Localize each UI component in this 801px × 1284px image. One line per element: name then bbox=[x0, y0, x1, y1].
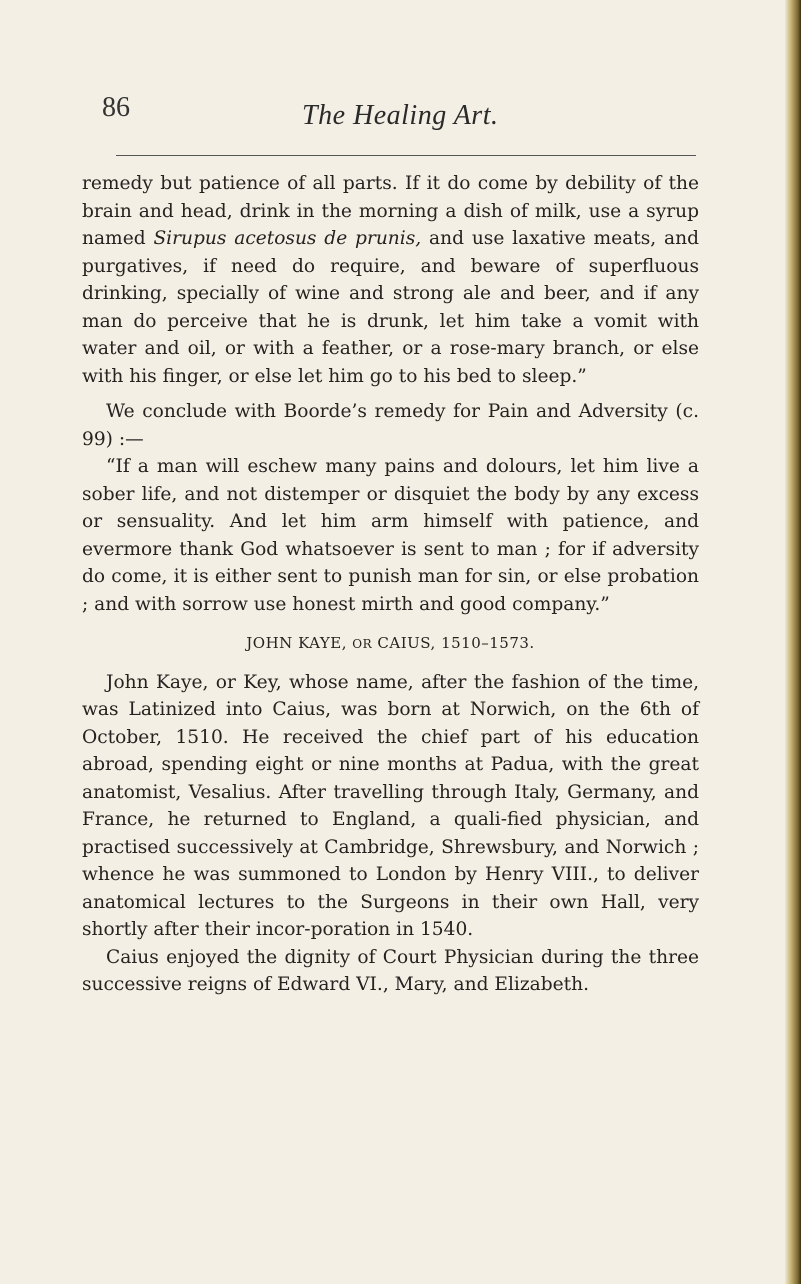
header-rule bbox=[116, 155, 696, 156]
running-title: The Healing Art. bbox=[302, 100, 499, 131]
paragraph-4: John Kaye, or Key, whose name, after the fashion of the time, was Latinized into Caius, was born at Norwich, on the 6th of October, 1510. He received the chief part of his education abroad, spending eight or nine months at Padua, with the great anatomist, Vesalius. After travelling through Italy, Germany, and France, he returned to England, a quali-fied physician, and practised successively at Cambridge, Shrewsbury, and Norwich ; whence he was summoned to London by Henry VIII., to deliver anatomical lectures to the Surgeons in their own Hall, very shortly after their incor-poration in 1540. bbox=[82, 671, 699, 940]
paragraph-5: Caius enjoyed the dignity of Court Physician during the three successive reigns of Edward VI., Mary, and Elizabeth. bbox=[82, 946, 699, 995]
page-edge-shadow bbox=[785, 0, 801, 1284]
paragraph-1: remedy but patience of all parts. If it do come by debility of the brain and head, drink in the morning a dish of milk, use a syrup named Sirupus acetosus de prunis, and use laxative meats, and purgatives, if need do require, and beware of superfluous drinking, specially of wine and strong ale and beer, and if any man do perceive that he is drunk, let him take a vomit with water and oil, or with a feather, or a rose-mary branch, or else with his finger, or else let him go to his bed to sleep.” bbox=[82, 173, 699, 387]
latin-term: Sirupus acetosus de prunis, bbox=[153, 228, 422, 249]
page-header bbox=[102, 92, 702, 142]
section-heading: JOHN KAYE, OR CAIUS, 1510–1573. bbox=[246, 634, 535, 652]
paragraph-2: We conclude with Boorde’s remedy for Pain and Adversity (c. 99) :— bbox=[82, 401, 699, 450]
body-text bbox=[82, 170, 699, 999]
page-number: 86 bbox=[102, 92, 130, 123]
paragraph-3-quote: “If a man will eschew many pains and dolours, let him live a sober life, and not distemper or disquiet the body by any excess or sensuality. And let him arm himself with patience, and evermore thank God whatsoever is sent to man ; for if adversity do come, it is either sent to punish man for sin, or else probation ; and with sorrow use honest mirth and good company.” bbox=[82, 456, 699, 615]
